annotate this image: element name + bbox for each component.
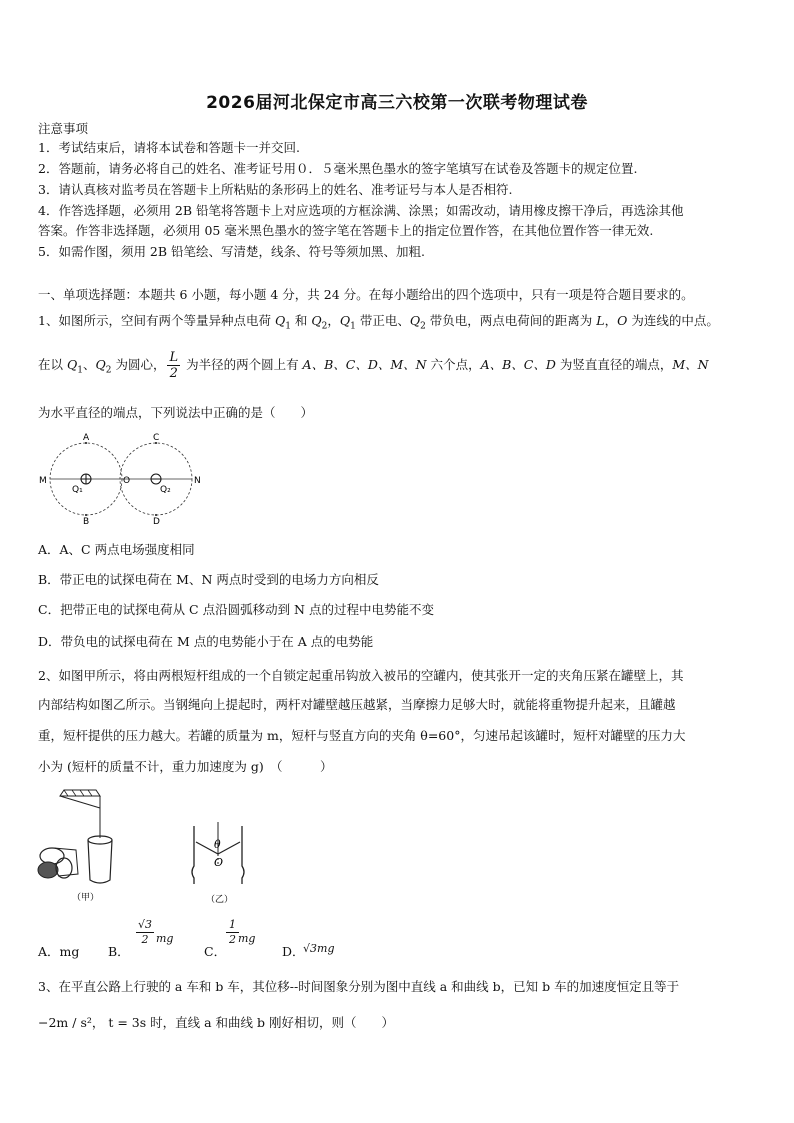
q3-stem-line2: −2m / s²， t = 3s 时，直线 a 和曲线 b 刚好相切，则（ ） <box>38 1015 394 1030</box>
label-q1: Q₁ <box>72 485 83 495</box>
q2-option-d: D． <box>282 944 305 959</box>
figure-yi-caption: （乙） <box>206 895 234 905</box>
q3-stem-line1: 3、在平直公路上行驶的 a 车和 b 车，其位移--时间图象分别为图中直线 a 和曲线 b，已知 b 车的加速度恒定且等于 <box>38 979 680 994</box>
q2-stem-line1: 2、如图甲所示，将由两根短杆组成的一个自锁定起重吊钩放入被吊的空罐内，使其张开一定的夹角压紧在罐壁上，其 <box>38 668 684 683</box>
notice-item-1: 1．考试结束后，请将本试卷和答题卡一并交回. <box>38 140 300 155</box>
q1-circle-diagram <box>36 432 216 527</box>
q2-option-b: B． <box>108 944 130 959</box>
q2-option-c-unit: mg <box>238 932 256 945</box>
q2-option-c-fraction: 1 2 <box>226 918 239 947</box>
label-b: B <box>83 517 90 527</box>
q2-option-b-unit: mg <box>156 932 174 945</box>
label-d: D <box>153 517 160 527</box>
q1-option-d: D．带负电的试探电荷在 M 点的电势能小于在 A 点的电势能 <box>38 634 374 649</box>
q1-option-c: C．把带正电的试探电荷从 C 点沿圆弧移动到 N 点的过程中电势能不变 <box>38 602 434 617</box>
q1-option-a: A．A、C 两点电场强度相同 <box>38 542 195 557</box>
q2-option-b-fraction: √3 2 <box>138 918 153 946</box>
q2-option-d-value: √3mg <box>303 942 335 955</box>
fraction-l-over-2: $\frac{L}{2}$ <box>169 350 179 381</box>
figure-jia-caption: （甲） <box>72 893 100 903</box>
q2-figure-yi <box>178 822 258 907</box>
label-c: C <box>153 433 160 443</box>
notice-item-2: 2．答题前，请务必将自己的姓名、准考证号用０．５毫米黑色墨水的签字笔填写在试卷及答题卡的规定位置. <box>38 161 638 176</box>
notice-heading: 注意事项 <box>38 121 89 136</box>
q1-stem-line1: 1、如图所示，空间有两个等量异种点电荷 $Q_1$ 和 $Q_2$，$Q_1$ 带正电、$Q_2$ 带负电，两点电荷间的距离为 L，O 为连线的中点。 <box>38 313 719 332</box>
label-o: O <box>123 476 131 486</box>
page-title: 2026届河北保定市高三六校第一次联考物理试卷 <box>206 93 588 113</box>
label-q2: Q₂ <box>160 485 171 495</box>
o-label: O <box>214 856 224 869</box>
q2-figure-jia <box>34 784 144 904</box>
q1-option-b: B．带正电的试探电荷在 M、N 两点时受到的电场力方向相反 <box>38 572 379 587</box>
q2-stem-line3: 重，短杆提供的压力越大。若罐的质量为 m，短杆与竖直方向的夹角 θ=60°，匀速吊起该罐时，短杆对罐壁的压力大 <box>38 728 686 743</box>
q2-option-c: C． <box>204 944 227 959</box>
notice-item-3: 3．请认真核对监考员在答题卡上所粘贴的条形码上的姓名、准考证号与本人是否相符. <box>38 182 513 197</box>
notice-item-4-cont: 答案。作答非选择题，必须用 05 毫米黑色墨水的签字笔在答题卡上的指定位置作答，在其他位置作答一律无效. <box>38 223 654 238</box>
label-a: A <box>83 433 90 443</box>
label-n: N <box>194 476 201 486</box>
label-m: M <box>39 476 47 486</box>
notice-item-4: 4．作答选择题，必须用 2B 铅笔将答题卡上对应选项的方框涂满、涂黑；如需改动，请用橡皮擦干净后，再选涂其他 <box>38 203 684 218</box>
q2-stem-line4: 小为 (短杆的质量不计，重力加速度为 g) （ ） <box>38 759 333 774</box>
theta-label: θ <box>214 838 221 851</box>
notice-item-5: 5．如需作图，须用 2B 铅笔绘、写清楚，线条、符号等须加黑、加粗. <box>38 244 426 259</box>
q1-stem-line2: 在以 $Q_1$、$Q_2$ 为圆心， $\frac{L}{2}$ 为半径的两个圆上有 A、B、C、D、M、N 六个点，A、B、C、D 为竖直直径的端点，M、N <box>38 350 709 381</box>
q2-stem-line2: 内部结构如图乙所示。当钢绳向上提起时，两杆对罐壁越压越紧，当摩擦力足够大时，就能将重物提升起来，且罐越 <box>38 697 676 712</box>
q2-option-a: A．mg <box>38 944 80 959</box>
section-heading: 一、单项选择题：本题共 6 小题，每小题 4 分，共 24 分。在每小题给出的四个选项中，只有一项是符合题目要求的。 <box>38 287 694 302</box>
q1-stem-line3: 为水平直径的端点，下列说法中正确的是（ ） <box>38 405 314 420</box>
